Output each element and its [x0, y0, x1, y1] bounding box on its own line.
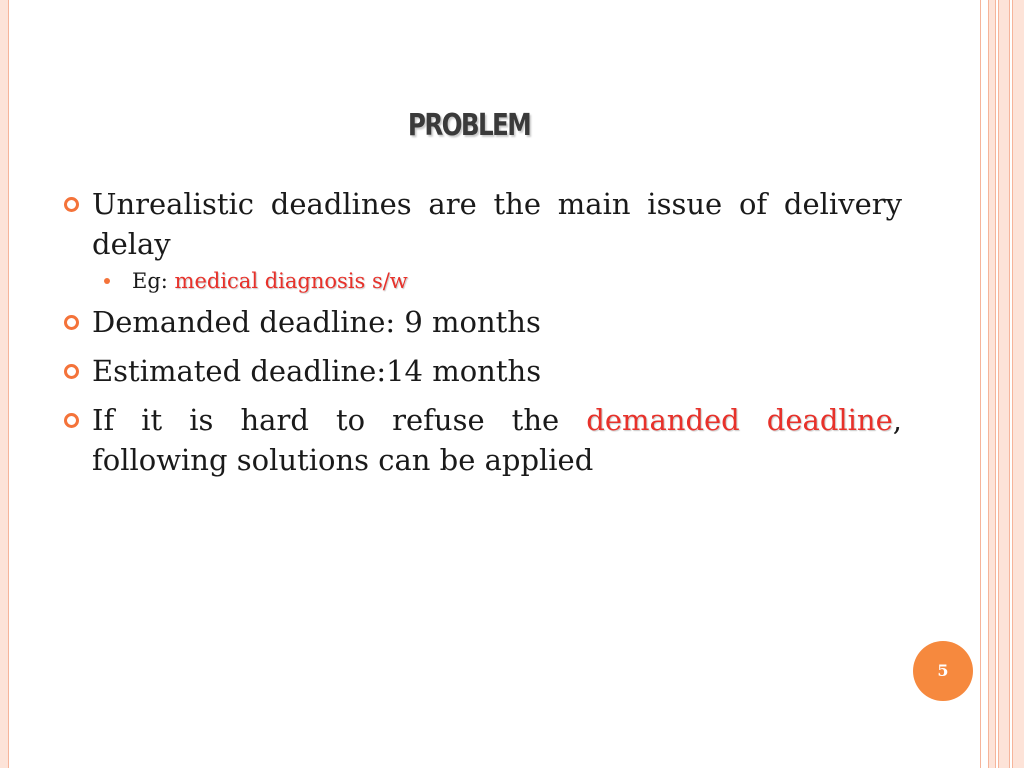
circle-bullet-icon: [64, 197, 79, 212]
circle-bullet-icon: [64, 315, 79, 330]
page-number-badge: 5: [913, 641, 973, 701]
right-border-stripe: [1012, 0, 1024, 768]
highlight-text: demanded deadline: [586, 403, 893, 437]
right-border-stripe: [998, 0, 1010, 768]
bullet-text-prefix: If it is hard to refuse the: [92, 403, 587, 437]
bullet-text-suffix: , following solutions can be applied: [92, 403, 902, 477]
bullet-text: Estimated deadline:14 months: [92, 354, 542, 388]
right-border-stripe: [988, 0, 996, 768]
circle-bullet-icon: [64, 413, 79, 428]
bullet-item: [64, 400, 902, 480]
sub-bullet-prefix: Eg:: [132, 269, 175, 293]
bullet-text: Unrealistic deadlines are the main issue of delivery delay: [92, 187, 902, 261]
bullet-item: [64, 351, 902, 391]
slide-title: PROBLEM: [407, 108, 531, 143]
circle-bullet-icon: [64, 364, 79, 379]
highlight-text: medical diagnosis s/w: [174, 269, 408, 293]
bullet-text: Demanded deadline: 9 months: [92, 305, 541, 339]
dot-bullet-icon: [104, 278, 110, 284]
sub-bullet-item: [64, 266, 902, 296]
left-border-decoration: [0, 0, 9, 768]
slide-content: [64, 184, 902, 480]
bullet-item: [64, 302, 902, 342]
bullet-item: [64, 184, 902, 264]
right-border-line: [980, 0, 981, 768]
